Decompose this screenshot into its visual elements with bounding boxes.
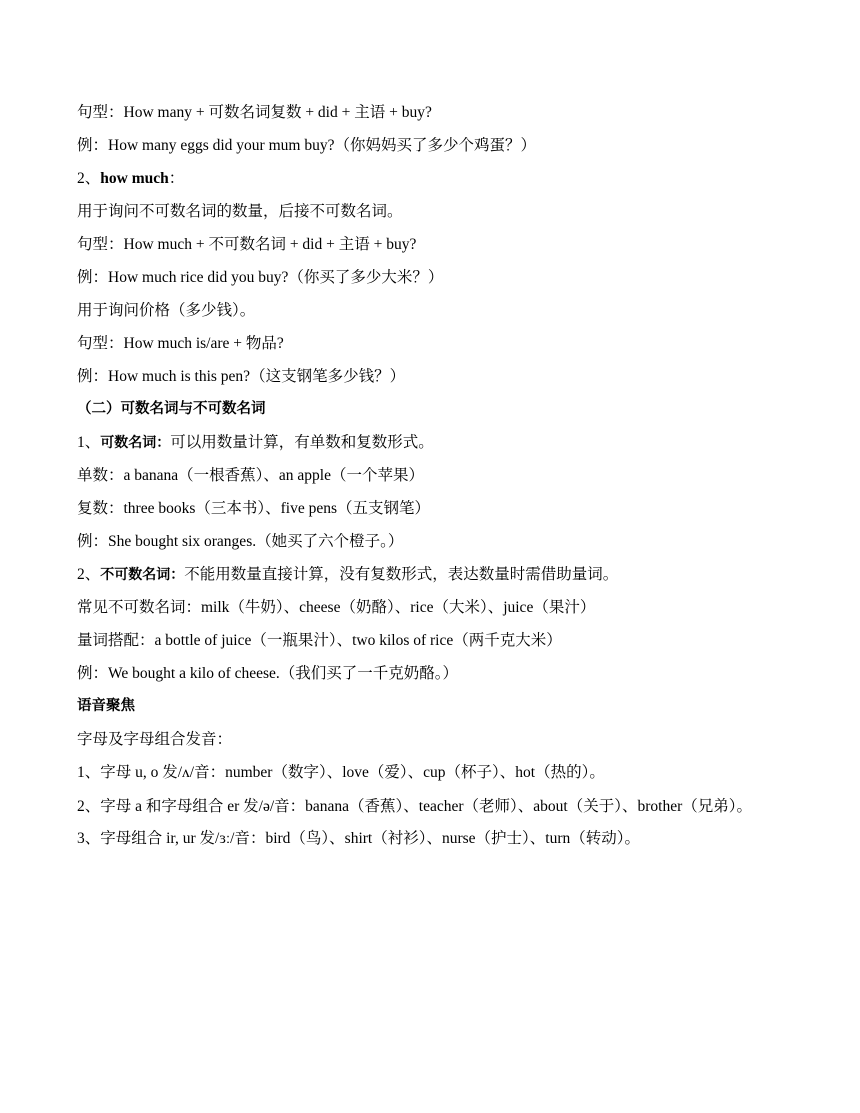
- phonics-rule-1: 1、字母 u, o 发/ʌ/音：number（数字）、love（爱）、cup（杯子）、hot（热的）。: [77, 764, 605, 781]
- example-how-many: 例：How many eggs did your mum buy?（你妈妈买了多少个鸡蛋？）: [77, 137, 536, 154]
- countable-noun-label: 可数名词：: [100, 435, 171, 451]
- item-number: 1、: [77, 434, 101, 451]
- phonics-intro: 字母及字母组合发音：: [77, 731, 233, 748]
- item-number: 2、: [77, 566, 101, 583]
- example-price: 例：How much is this pen?（这支钢笔多少钱？）: [77, 368, 406, 385]
- example-cheese: 例：We bought a kilo of cheese.（我们买了一千克奶酪。）: [77, 665, 459, 682]
- sentence-pattern-how-much: 句型：How much + 不可数名词 + did + 主语 + buy?: [77, 236, 417, 253]
- example-oranges: 例：She bought six oranges.（她买了六个橙子。）: [77, 533, 404, 550]
- sentence-pattern-price: 句型：How much is/are + 物品?: [77, 335, 284, 352]
- document-body: [77, 98, 777, 857]
- subheading-term: how much: [100, 170, 169, 187]
- phonics-rule-2: 2、字母 a 和字母组合 er 发/ə/音：banana（香蕉）、teacher（老师）、about（关于）、brother（兄弟）。: [77, 798, 752, 815]
- example-how-much-rice: 例：How much rice did you buy?（你买了多少大米？）: [77, 269, 444, 286]
- subheading-colon: ：: [168, 170, 185, 187]
- uncountable-noun-label: 不可数名词：: [100, 567, 185, 583]
- usage-uncountable-quantity: 用于询问不可数名词的数量，后接不可数名词。: [77, 203, 403, 220]
- sentence-pattern-how-many: 句型：How many + 可数名词复数 + did + 主语 + buy?: [77, 104, 432, 121]
- subheading-number: 2、: [77, 170, 101, 187]
- measure-word-pairs: 量词搭配：a bottle of juice（一瓶果汁）、two kilos of rice（两千克大米）: [77, 632, 562, 649]
- uncountable-noun-definition: [77, 560, 777, 593]
- phonics-rule-3: 3、字母组合 ir, ur 发/ɜː/音：bird（鸟）、shirt（衬衫）、nurse（护士）、turn（转动）。: [77, 829, 641, 847]
- plural-examples: 复数：three books（三本书）、five pens（五支钢笔）: [77, 500, 431, 517]
- countable-noun-definition: [77, 428, 777, 461]
- section-heading-nouns: （二）可数名词与不可数名词: [77, 401, 266, 417]
- uncountable-noun-text: 不能用数量直接计算，没有复数形式，表达数量时需借助量词。: [184, 566, 619, 583]
- countable-noun-text: 可以用数量计算，有单数和复数形式。: [170, 434, 434, 451]
- common-uncountable-nouns: 常见不可数名词：milk（牛奶）、cheese（奶酪）、rice（大米）、juice（果汁）: [77, 599, 596, 616]
- usage-price: 用于询问价格（多少钱）。: [77, 302, 256, 319]
- subheading-how-much: [77, 164, 777, 197]
- singular-examples: 单数：a banana（一根香蕉）、an apple（一个苹果）: [77, 467, 424, 484]
- section-heading-phonics: 语音聚焦: [77, 698, 135, 714]
